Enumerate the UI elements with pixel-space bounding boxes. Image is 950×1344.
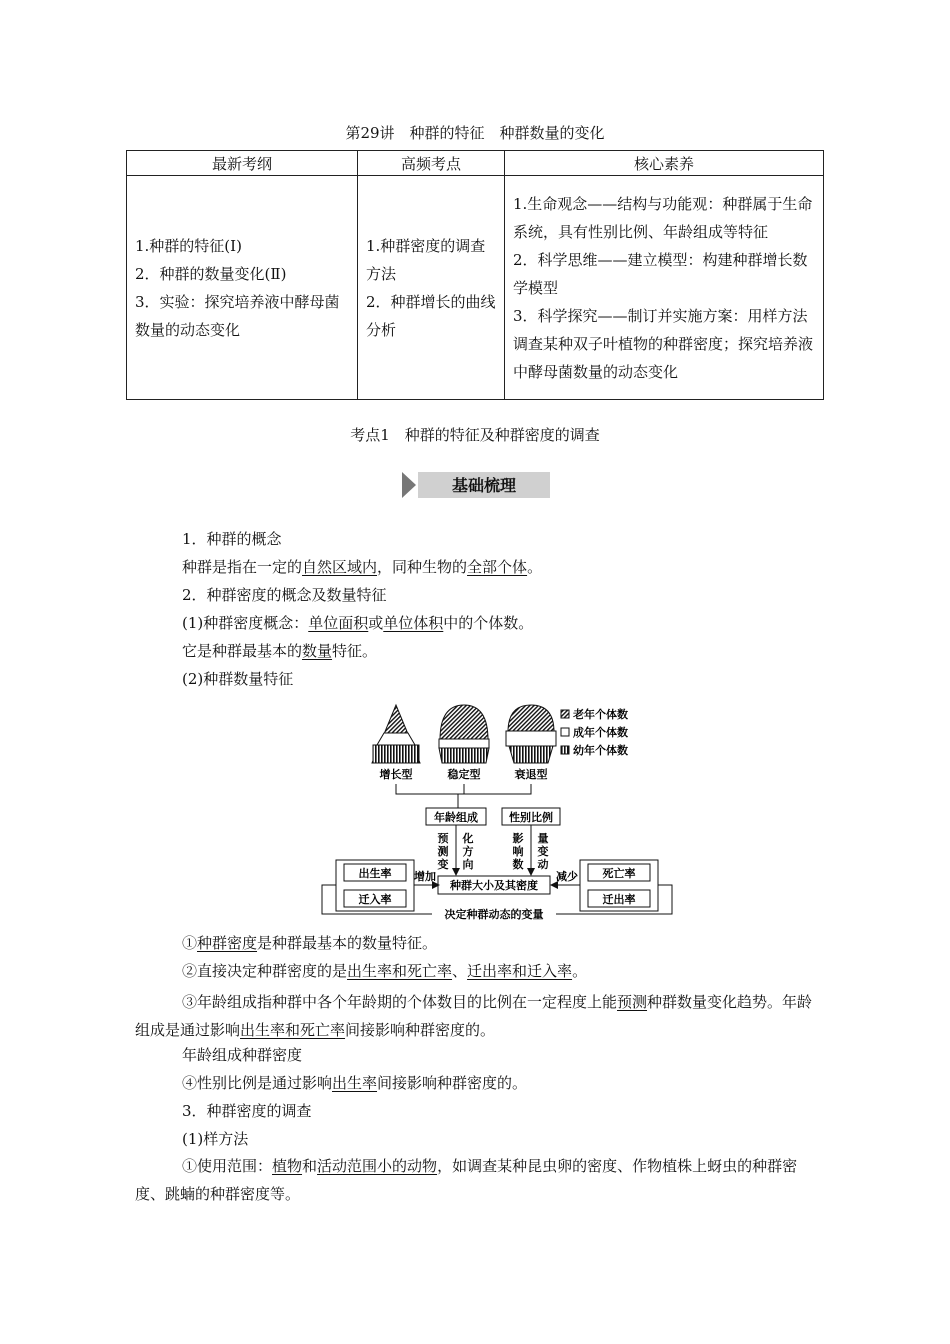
section-title: 考点1 种群的特征及种群密度的调查 <box>350 426 600 444</box>
table-header: 高频考点 <box>358 151 505 176</box>
banner-badge <box>402 470 552 500</box>
population-density-label: 种群大小及其密度 <box>450 879 538 892</box>
svg-text:影: 影 <box>512 832 524 845</box>
table-header: 最新考纲 <box>127 151 358 176</box>
table-line: 1.种群密度的调查方法 <box>366 236 486 283</box>
legend-label: 成年个体数 <box>573 726 628 739</box>
svg-text:向: 向 <box>462 858 474 871</box>
pyramid-label: 稳定型 <box>447 768 481 781</box>
legend-swatch-adult <box>561 728 569 736</box>
svg-text:出生率: 出生率 <box>358 867 392 880</box>
sex-ratio-label: 性别比例 <box>509 811 553 824</box>
legend-label: 幼年个体数 <box>573 744 628 757</box>
legend-swatch-old <box>561 710 569 718</box>
table-cell <box>505 176 824 400</box>
heading-2: 2．种群密度的概念及数量特征 <box>182 586 387 604</box>
paragraph: ①使用范围：植物和活动范围小的动物，如调查某种昆虫卵的密度、作物植株上蚜虫的种群密度、跳蝻的种群密度等。 <box>135 1157 798 1203</box>
paragraph: (1)种群密度概念：单位面积或单位体积中的个体数。 <box>182 614 534 632</box>
svg-text:测: 测 <box>437 845 449 858</box>
pyramid-stable <box>439 705 489 763</box>
subheading: (2)种群数量特征 <box>182 670 294 688</box>
point-3: ③年龄组成指种群中各个年龄期的个体数目的比例在一定程度上能预测种群数量变化趋势。年龄组成是通过影响出生率和死亡率间接影响种群密度的。 <box>135 993 813 1039</box>
pyramid-growth <box>372 705 420 763</box>
svg-text:化: 化 <box>462 832 474 845</box>
table-line: 2．科学思维——建立模型：构建种群增长数学模型 <box>513 250 808 297</box>
table-cell <box>358 176 505 400</box>
banner-arrow-icon <box>402 472 416 498</box>
svg-text:迁出率: 迁出率 <box>602 893 636 906</box>
banner-text: 基础梳理 <box>451 476 517 495</box>
svg-text:变: 变 <box>437 858 449 871</box>
page-title: 第29讲 种群的特征 种群数量的变化 <box>345 124 605 142</box>
svg-text:数: 数 <box>512 858 524 871</box>
table-cell <box>127 176 358 400</box>
pyramid-label: 衰退型 <box>514 768 548 781</box>
heading-3: 3．种群密度的调查 <box>182 1102 312 1120</box>
table-line: 1.生命观念——结构与功能观：种群属于生命系统，具有性别比例、年龄组成等特征 <box>513 194 813 241</box>
svg-text:预: 预 <box>437 832 449 845</box>
point-2: ②直接决定种群密度的是出生率和死亡率、迁出率和迁入率。 <box>182 962 588 980</box>
svg-text:迁入率: 迁入率 <box>358 893 392 906</box>
paragraph: 年龄组成种群密度 <box>182 1046 303 1064</box>
svg-text:死亡率: 死亡率 <box>602 867 636 880</box>
table-line: 2．种群增长的曲线分析 <box>366 292 496 339</box>
point-1: ①种群密度是种群最基本的数量特征。 <box>182 934 438 952</box>
svg-text:动: 动 <box>537 858 549 871</box>
population-features-diagram <box>318 700 678 922</box>
legend-label: 老年个体数 <box>573 708 628 721</box>
table-header: 核心素养 <box>505 151 824 176</box>
paragraph: 种群是指在一定的自然区域内，同种生物的全部个体。 <box>182 558 543 576</box>
table-line: 1.种群的特征(Ⅰ) <box>135 236 242 255</box>
legend-swatch-young <box>561 746 569 754</box>
heading-1: 1．种群的概念 <box>182 530 282 548</box>
pyramid-label: 增长型 <box>379 768 413 781</box>
svg-text:响: 响 <box>512 845 524 858</box>
svg-text:量: 量 <box>537 832 549 845</box>
exam-outline-table <box>126 150 824 400</box>
pyramid-declining <box>506 705 556 763</box>
paragraph: 它是种群最基本的数量特征。 <box>182 642 378 660</box>
table-line: 3．科学探究——制订并实施方案：用样方法调查某种双子叶植物的种群密度；探究培养液中酵母菌数量的动态变化 <box>513 306 814 381</box>
point-4: ④性别比例是通过影响出生率间接影响种群密度的。 <box>182 1074 528 1092</box>
svg-text:方: 方 <box>462 845 474 858</box>
table-line: 3．实验：探究培养液中酵母菌数量的动态变化 <box>135 292 340 339</box>
bottom-label: 决定种群动态的变量 <box>444 908 544 921</box>
decrease-label: 减少 <box>556 870 578 883</box>
svg-text:变: 变 <box>537 845 549 858</box>
increase-label: 增加 <box>414 870 436 883</box>
table-line: 2．种群的数量变化(Ⅱ) <box>135 264 287 283</box>
age-structure-label: 年龄组成 <box>434 811 478 824</box>
subheading: (1)样方法 <box>182 1130 249 1148</box>
